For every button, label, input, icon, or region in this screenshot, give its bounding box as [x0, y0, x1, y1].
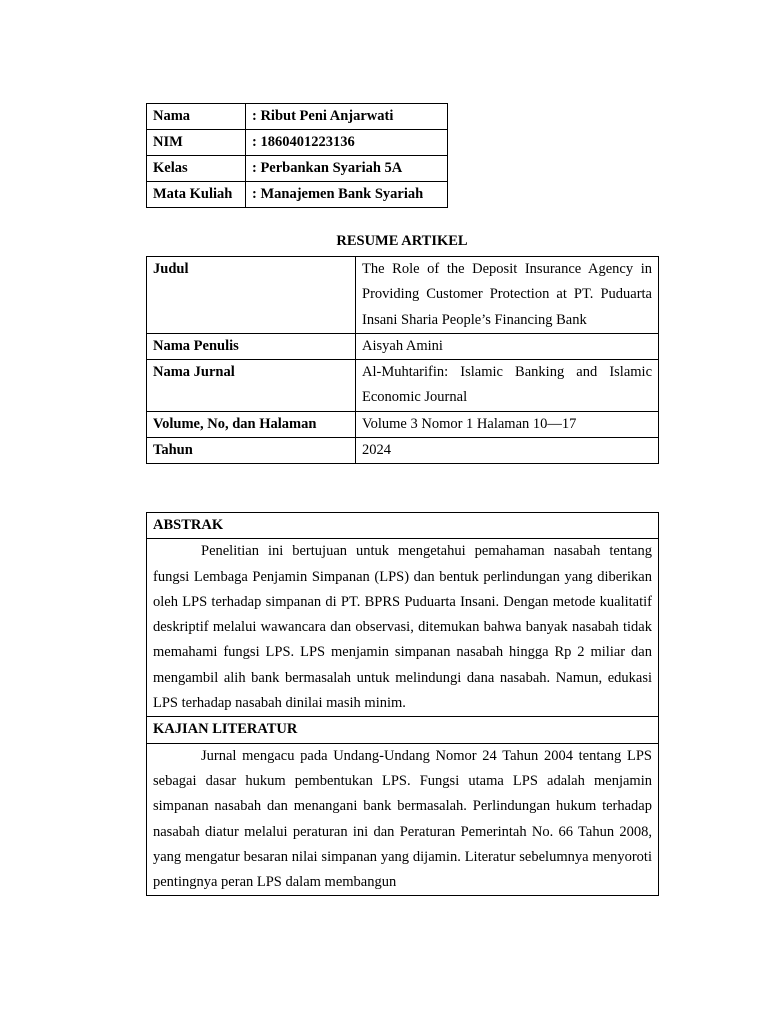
article-author-value: Aisyah Amini — [356, 333, 659, 359]
student-info-table — [146, 103, 448, 208]
student-course-value: : Manajemen Bank Syariah — [246, 182, 448, 208]
article-journal-value: Al-Muhtarifin: Islamic Banking and Islamic Economic Journal — [356, 360, 659, 412]
article-info-table — [146, 256, 659, 464]
article-journal-label: Nama Jurnal — [147, 360, 356, 412]
article-title-value: The Role of the Deposit Insurance Agency in Providing Customer Protection at PT. Puduarta Insani Sharia People’s Financing Bank — [356, 257, 659, 334]
page-title: RESUME ARTIKEL — [336, 233, 468, 249]
table-row — [147, 182, 448, 208]
abstract-heading: ABSTRAK — [147, 513, 659, 539]
abstract-text: Penelitian ini bertujuan untuk mengetahui pemahaman nasabah tentang fungsi Lembaga Penjamin Simpanan (LPS) dan bentuk perlindungan yang diberikan oleh LPS terhadap simpanan di PT. BPRS Puduarta Insani. Dengan metode kualitatif deskriptif melalui wawancara dan observasi, ditemukan bahwa banyak nasabah tidak memahami fungsi LPS. LPS menjamin simpanan nasabah hingga Rp 2 miliar dan mengambil alih bank bermasalah untuk melindungi dana nasabah. Namun, edukasi LPS terhadap nasabah dinilai masih minim. — [147, 539, 659, 717]
article-volume-value: Volume 3 Nomor 1 Halaman 10—17 — [356, 411, 659, 437]
table-row — [147, 130, 448, 156]
table-row — [147, 333, 659, 359]
table-row — [147, 156, 448, 182]
student-nim-value: : 1860401223136 — [246, 130, 448, 156]
article-author-label: Nama Penulis — [147, 333, 356, 359]
literature-text: Jurnal mengacu pada Undang-Undang Nomor 24 Tahun 2004 tentang LPS sebagai dasar hukum pembentukan LPS. Fungsi utama LPS adalah menjamin simpanan nasabah dan menangani bank bermasalah. Perlindungan hukum terhadap nasabah diatur melalui peraturan ini dan Peraturan Pemerintah No. 66 Tahun 2008, yang mengatur besaran nilai simpanan yang dijamin. Literatur sebelumnya menyoroti pentingnya peran LPS dalam membangun — [147, 743, 659, 896]
student-name-value: : Ribut Peni Anjarwati — [246, 104, 448, 130]
article-year-label: Tahun — [147, 438, 356, 464]
article-year-value: 2024 — [356, 438, 659, 464]
table-row — [147, 539, 659, 717]
table-row — [147, 360, 659, 412]
student-class-value: : Perbankan Syariah 5A — [246, 156, 448, 182]
student-nim-label: NIM — [147, 130, 246, 156]
abstract-table — [146, 512, 659, 896]
table-row — [147, 717, 659, 743]
article-volume-label: Volume, No, dan Halaman — [147, 411, 356, 437]
article-title-label: Judul — [147, 257, 356, 334]
student-name-label: Nama — [147, 104, 246, 130]
table-row — [147, 411, 659, 437]
table-row — [147, 743, 659, 896]
literature-heading: KAJIAN LITERATUR — [147, 717, 659, 743]
table-row — [147, 104, 448, 130]
table-row — [147, 438, 659, 464]
student-class-label: Kelas — [147, 156, 246, 182]
table-row — [147, 257, 659, 334]
abstract-section — [146, 512, 660, 908]
table-row — [147, 513, 659, 539]
student-course-label: Mata Kuliah — [147, 182, 246, 208]
